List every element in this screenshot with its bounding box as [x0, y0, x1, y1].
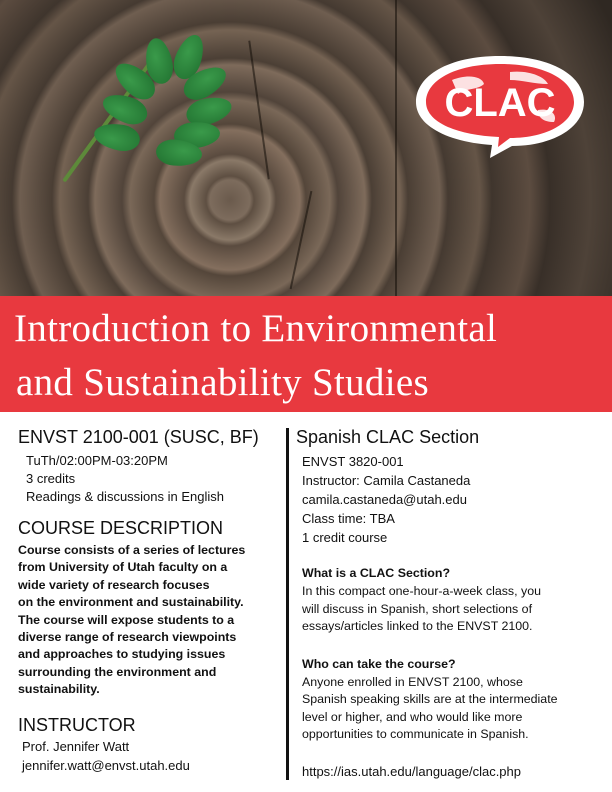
- description-line: surrounding the environment and: [18, 664, 217, 679]
- clac-column: [296, 424, 606, 779]
- wood-crack: [248, 41, 269, 180]
- course-column: [18, 424, 280, 775]
- answer-line: Anyone enrolled in ENVST 2100, whose: [302, 674, 523, 689]
- answer-what-is-clac: [302, 583, 606, 636]
- instructor-name: Prof. Jennifer Watt: [22, 738, 130, 754]
- description-line: wide variety of research focuses: [18, 577, 210, 592]
- course-heading: ENVST 2100-001 (SUSC, BF): [18, 427, 259, 447]
- course-description: [18, 542, 280, 699]
- clac-class-time: Class time: TBA: [302, 511, 395, 526]
- instructor-heading: INSTRUCTOR: [18, 714, 136, 735]
- answer-line: essays/articles linked to the ENVST 2100.: [302, 619, 533, 633]
- title-line-2: and Sustainability Studies: [16, 361, 429, 404]
- description-line: Course consists of a series of lectures: [18, 543, 246, 557]
- wood-crack: [290, 191, 313, 289]
- clac-credit: 1 credit course: [302, 530, 388, 545]
- clac-heading: Spanish CLAC Section: [296, 427, 480, 447]
- clac-url-link[interactable]: https://ias.utah.edu/language/clac.php: [302, 763, 521, 779]
- course-language: Readings & discussions in English: [26, 489, 224, 504]
- wood-crack: [395, 0, 397, 296]
- hero-image: [0, 0, 612, 296]
- course-credits: 3 credits: [26, 471, 76, 486]
- answer-line: In this compact one-hour-a-week class, you: [302, 584, 541, 598]
- instructor-info: [22, 737, 280, 775]
- description-line: from University of Utah faculty on a: [18, 560, 228, 575]
- clac-code: ENVST 3820-001: [302, 454, 404, 469]
- course-meta: [26, 452, 280, 506]
- title-line-1: Introduction to Environmental: [14, 307, 498, 350]
- description-heading: COURSE DESCRIPTION: [18, 518, 224, 538]
- column-divider: [286, 428, 289, 780]
- description-line: and approaches to studying issues: [18, 647, 226, 662]
- clac-logo-text: CLAC: [444, 81, 556, 125]
- description-line: diverse range of research viewpoints: [18, 630, 237, 645]
- course-schedule: TuTh/02:00PM-03:20PM: [26, 453, 168, 468]
- answer-who-can-take: [302, 674, 606, 744]
- description-line: sustainability.: [18, 682, 100, 697]
- instructor-email[interactable]: jennifer.watt@envst.utah.edu: [22, 757, 190, 773]
- clac-instructor: Instructor: Camila Castaneda: [302, 473, 471, 488]
- question-what-is-clac: What is a CLAC Section?: [302, 566, 451, 580]
- clac-email[interactable]: camila.castaneda@utah.edu: [302, 492, 467, 507]
- question-who-can-take: Who can take the course?: [302, 656, 456, 671]
- answer-line: will discuss in Spanish, short selections of: [302, 601, 533, 616]
- page-title: [14, 302, 497, 410]
- description-line: The course will expose students to a: [18, 612, 235, 627]
- answer-line: Spanish speaking skills are at the intermediate: [302, 692, 558, 706]
- globe-speech-bubble-icon: [412, 50, 588, 160]
- title-band: [0, 296, 612, 412]
- answer-line: opportunities to communicate in Spanish.: [302, 727, 529, 741]
- answer-line: level or higher, and who would like more: [302, 709, 523, 724]
- clac-meta: [302, 452, 606, 547]
- description-line: on the environment and sustainability.: [18, 595, 244, 610]
